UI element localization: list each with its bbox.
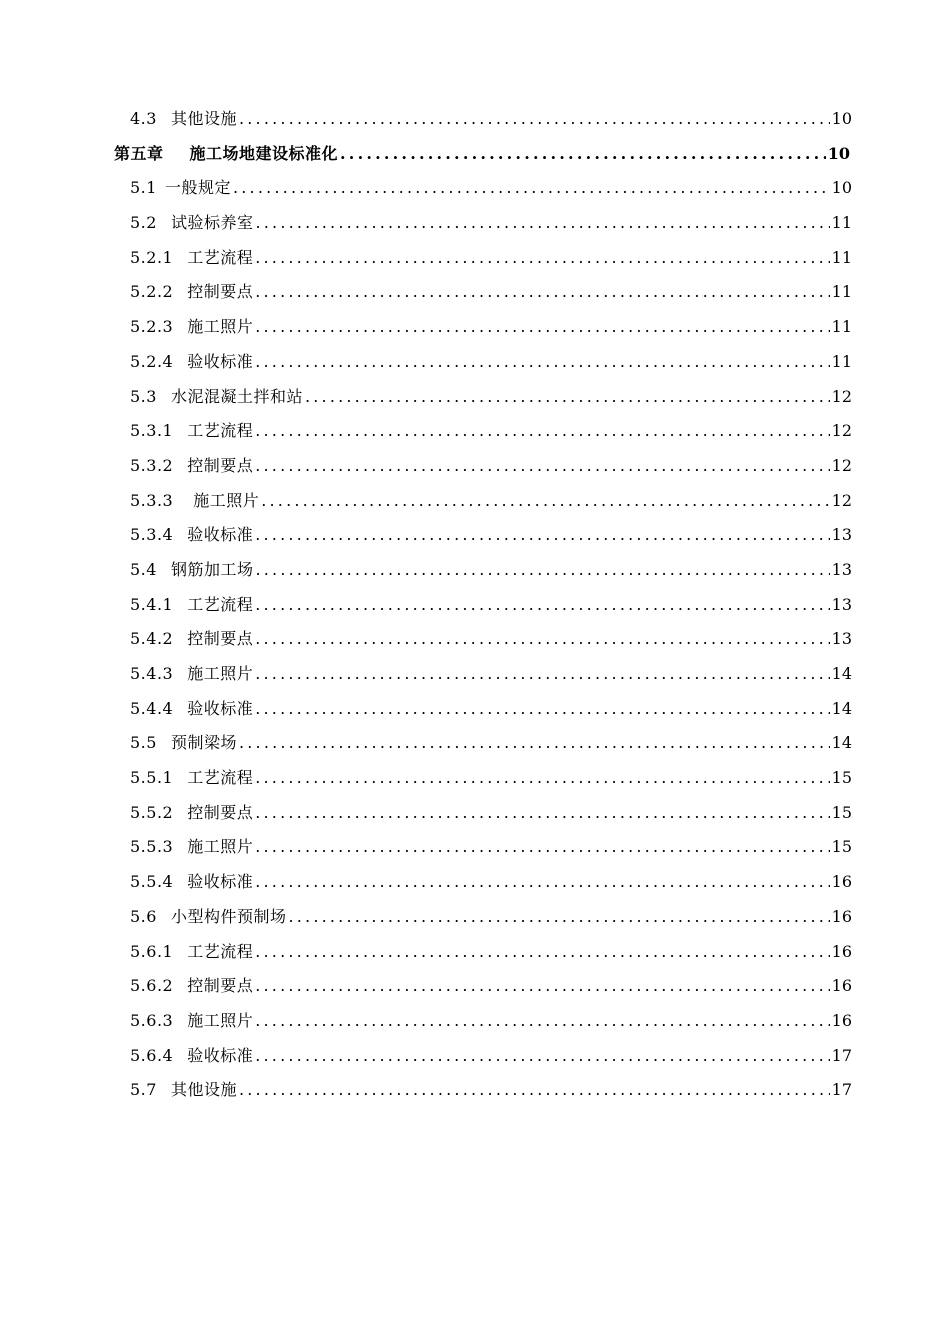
toc-entry-label: [130, 726, 237, 761]
toc-entry-5-3-1[interactable]: [0, 414, 950, 449]
toc-entry-number: 5.2.2: [130, 282, 174, 302]
toc-entry-page-number: 16: [831, 941, 852, 961]
toc-entry-page-number: 13: [831, 559, 852, 579]
toc-entry-page-number: 13: [831, 594, 852, 614]
toc-entry-page-number: 16: [831, 872, 852, 892]
toc-entry-title: 工艺流程: [187, 768, 254, 788]
toc-entry-title: 验收标准: [187, 525, 254, 545]
toc-entry-label: [130, 206, 253, 241]
toc-leader-dots: [255, 275, 829, 310]
toc-leader-dots: [255, 345, 829, 380]
toc-entry-title: 工艺流程: [187, 247, 254, 267]
toc-entry-label: [130, 761, 253, 796]
toc-entry-label: [130, 1073, 237, 1108]
toc-leader-dots: [255, 761, 829, 796]
toc-leader-dots: [255, 588, 829, 623]
toc-entry-5-5-1[interactable]: [0, 761, 950, 796]
toc-entry-title: 施工照片: [193, 490, 260, 510]
toc-entry-5-2-1[interactable]: [0, 241, 950, 276]
toc-entry-number: 5.6.2: [130, 976, 174, 996]
toc-entry-page-number: 11: [831, 213, 852, 233]
toc-entry-page-number: 16: [831, 976, 852, 996]
toc-entry-number: 5.4: [130, 559, 157, 579]
toc-entry-title: 控制要点: [187, 455, 254, 475]
toc-entry-title: 验收标准: [187, 1045, 254, 1065]
toc-entry-page-number: 15: [831, 837, 852, 857]
toc-entry-title: 施工照片: [187, 1010, 254, 1030]
toc-leader-dots: [255, 518, 829, 553]
toc-entry-label: [130, 241, 253, 276]
toc-entry-5-2-2[interactable]: [0, 275, 950, 310]
toc-entry-page-number: 10: [831, 109, 852, 128]
toc-entry-page-number: 14: [831, 733, 852, 753]
toc-entry-title: 工艺流程: [187, 421, 254, 441]
toc-entry-page-number: 11: [831, 282, 852, 302]
toc-entry-5-6-3[interactable]: [0, 1004, 950, 1039]
toc-entry-page-number: 16: [831, 1010, 852, 1030]
toc-entry-label: [114, 137, 338, 172]
toc-entry-label: [130, 796, 253, 831]
toc-entry-5-4-2[interactable]: [0, 622, 950, 657]
toc-entry-title: 一般规定: [164, 178, 231, 198]
toc-entry-number: 5.6.3: [130, 1010, 174, 1030]
toc-entry-number: 5.1: [130, 178, 157, 198]
toc-entry-number: 5.2.1: [130, 247, 174, 267]
toc-entry-number: 5.5.3: [130, 837, 174, 857]
toc-entry-page-number: 12: [831, 490, 852, 510]
toc-entry-page-number: 13: [831, 629, 852, 649]
toc-entry-title: 施工照片: [187, 664, 254, 683]
toc-entry-number: 5.6: [130, 906, 157, 926]
toc-leader-dots: [239, 102, 830, 137]
toc-entry-5-3-3[interactable]: [0, 484, 950, 519]
toc-entry-5-2-3[interactable]: [0, 310, 950, 345]
toc-entry-number: 5.3.3: [130, 490, 174, 510]
toc-entry-title: 水泥混凝土拌和站: [170, 386, 303, 406]
toc-entry-title: 小型构件预制场: [170, 906, 287, 926]
toc-entry-title: 控制要点: [187, 802, 254, 822]
toc-entry-number: 5.3.2: [130, 455, 174, 475]
toc-entry-page-number: 10: [827, 143, 850, 163]
toc-entry-number: 5.5: [130, 733, 157, 753]
toc-entry-第五章[interactable]: [0, 137, 950, 172]
toc-entry-label: [130, 1004, 253, 1039]
toc-entry-5-4-1[interactable]: [0, 588, 950, 623]
toc-entry-page-number: 11: [831, 247, 852, 267]
toc-entry-title: 控制要点: [187, 629, 254, 649]
toc-entry-5-6[interactable]: [0, 900, 950, 935]
toc-entry-label: [130, 865, 253, 900]
toc-entry-5-6-2[interactable]: [0, 969, 950, 1004]
toc-leader-dots: [255, 935, 829, 970]
toc-leader-dots: [255, 414, 829, 449]
toc-leader-dots: [255, 969, 829, 1004]
toc-entry-5-5-2[interactable]: [0, 796, 950, 831]
toc-entry-page-number: 13: [831, 525, 852, 545]
toc-entry-label: [130, 171, 231, 206]
toc-entry-label: [130, 969, 253, 1004]
toc-entry-number: 5.7: [130, 1080, 157, 1100]
toc-entry-number: 5.2: [130, 213, 157, 233]
toc-entry-title: 验收标准: [187, 872, 254, 892]
toc-entry-page-number: 14: [831, 698, 852, 718]
toc-entry-page-number: 16: [831, 906, 852, 926]
toc-leader-dots: [255, 553, 829, 588]
toc-entry-label: [130, 380, 303, 415]
toc-entry-page-number: 12: [831, 455, 852, 475]
toc-leader-dots: [305, 380, 830, 415]
toc-entry-number: 5.2.3: [130, 317, 174, 337]
toc-entry-number: 5.4.2: [130, 629, 174, 649]
toc-leader-dots: [233, 171, 830, 206]
toc-entry-page-number: 17: [831, 1045, 852, 1065]
toc-entry-label: [130, 900, 286, 935]
toc-entry-5-3-2[interactable]: [0, 449, 950, 484]
toc-entry-5-2[interactable]: [0, 206, 950, 241]
toc-entry-5-1[interactable]: [0, 171, 950, 206]
toc-entry-title: 工艺流程: [187, 594, 254, 614]
toc-entry-number: 5.3: [130, 386, 157, 406]
toc-entry-number: 5.6.1: [130, 941, 174, 961]
toc-entry-4-3[interactable]: [0, 102, 950, 137]
toc-entry-page-number: 14: [831, 664, 852, 683]
toc-leader-dots: [255, 796, 829, 831]
toc-entry-title: 试验标养室: [170, 213, 254, 233]
toc-entry-page-number: 12: [831, 386, 852, 406]
toc-entry-number: 5.5.4: [130, 872, 174, 892]
toc-entry-page-number: 15: [831, 768, 852, 788]
toc-entry-5-5[interactable]: [0, 726, 950, 761]
toc-entry-title: 施工照片: [187, 837, 254, 857]
toc-leader-dots: [255, 449, 829, 484]
toc-entry-label: [130, 414, 253, 449]
toc-entry-5-6-4[interactable]: [0, 1039, 950, 1074]
toc-leader-dots: [255, 241, 829, 276]
toc-entry-5-4[interactable]: [0, 553, 950, 588]
toc-leader-dots: [255, 830, 829, 865]
toc-leader-dots: [239, 1073, 830, 1108]
toc-entry-title: 控制要点: [187, 976, 254, 996]
toc-entry-number: 4.3: [130, 109, 157, 128]
toc-leader-dots: [255, 692, 829, 727]
toc-entry-label: [130, 588, 253, 623]
toc-entry-label: [130, 518, 253, 553]
toc-entry-number: 5.3.4: [130, 525, 174, 545]
toc-entry-5-6-1[interactable]: [0, 935, 950, 970]
toc-entry-title: 其他设施: [170, 109, 237, 128]
toc-entry-page-number: 11: [831, 351, 852, 371]
toc-entry-page-number: 17: [831, 1080, 852, 1100]
toc-entry-number: 5.4.1: [130, 594, 174, 614]
toc-leader-dots: [288, 900, 829, 935]
toc-entry-label: [130, 622, 253, 657]
toc-entry-5-4-4[interactable]: [0, 692, 950, 727]
toc-entry-label: [130, 935, 253, 970]
toc-leader-dots: [255, 865, 829, 900]
toc-leader-dots: [340, 137, 826, 172]
toc-entry-number: 5.3.1: [130, 421, 174, 441]
toc-leader-dots: [255, 1004, 829, 1039]
toc-leader-dots: [255, 657, 829, 692]
toc-entry-5-3-4[interactable]: [0, 518, 950, 553]
table-of-contents: [0, 102, 950, 1108]
toc-entry-title: 验收标准: [187, 351, 254, 371]
toc-entry-page-number: 10: [831, 178, 852, 198]
toc-entry-page-number: 15: [831, 802, 852, 822]
toc-entry-label: [130, 275, 253, 310]
toc-entry-label: [130, 657, 253, 692]
toc-entry-5-7[interactable]: [0, 1073, 950, 1108]
toc-entry-5-4-3[interactable]: [0, 657, 950, 692]
toc-entry-label: [130, 553, 253, 588]
toc-entry-5-5-3[interactable]: [0, 830, 950, 865]
toc-entry-label: [130, 692, 253, 727]
toc-entry-title: 施工照片: [187, 317, 254, 337]
toc-leader-dots: [239, 726, 830, 761]
toc-entry-number: 5.5.2: [130, 802, 174, 822]
toc-entry-label: [130, 484, 259, 519]
toc-entry-page-number: 11: [831, 317, 852, 337]
toc-entry-number: 第五章: [114, 143, 164, 163]
toc-entry-title: 工艺流程: [187, 941, 254, 961]
toc-entry-title: 施工场地建设标准化: [189, 143, 339, 163]
toc-entry-title: 验收标准: [187, 698, 254, 718]
toc-leader-dots: [255, 206, 829, 241]
toc-leader-dots: [255, 1039, 829, 1074]
toc-entry-label: [130, 310, 253, 345]
toc-entry-5-3[interactable]: [0, 380, 950, 415]
toc-entry-number: 5.5.1: [130, 768, 174, 788]
toc-entry-label: [130, 1039, 253, 1074]
toc-entry-5-2-4[interactable]: [0, 345, 950, 380]
toc-entry-page-number: 12: [831, 421, 852, 441]
toc-entry-title: 钢筋加工场: [170, 559, 254, 579]
toc-entry-number: 5.6.4: [130, 1045, 174, 1065]
toc-entry-title: 预制梁场: [170, 733, 237, 753]
toc-entry-5-5-4[interactable]: [0, 865, 950, 900]
toc-leader-dots: [255, 310, 829, 345]
toc-entry-title: 控制要点: [187, 282, 254, 302]
toc-leader-dots: [255, 622, 829, 657]
toc-entry-label: [130, 449, 253, 484]
toc-entry-title: 其他设施: [170, 1080, 237, 1100]
toc-entry-number: 5.4.4: [130, 698, 174, 718]
toc-entry-label: [130, 830, 253, 865]
toc-entry-label: [130, 102, 237, 137]
toc-leader-dots: [261, 484, 829, 519]
toc-entry-number: 5.2.4: [130, 351, 174, 371]
toc-entry-number: 5.4.3: [130, 664, 174, 683]
toc-entry-label: [130, 345, 253, 380]
